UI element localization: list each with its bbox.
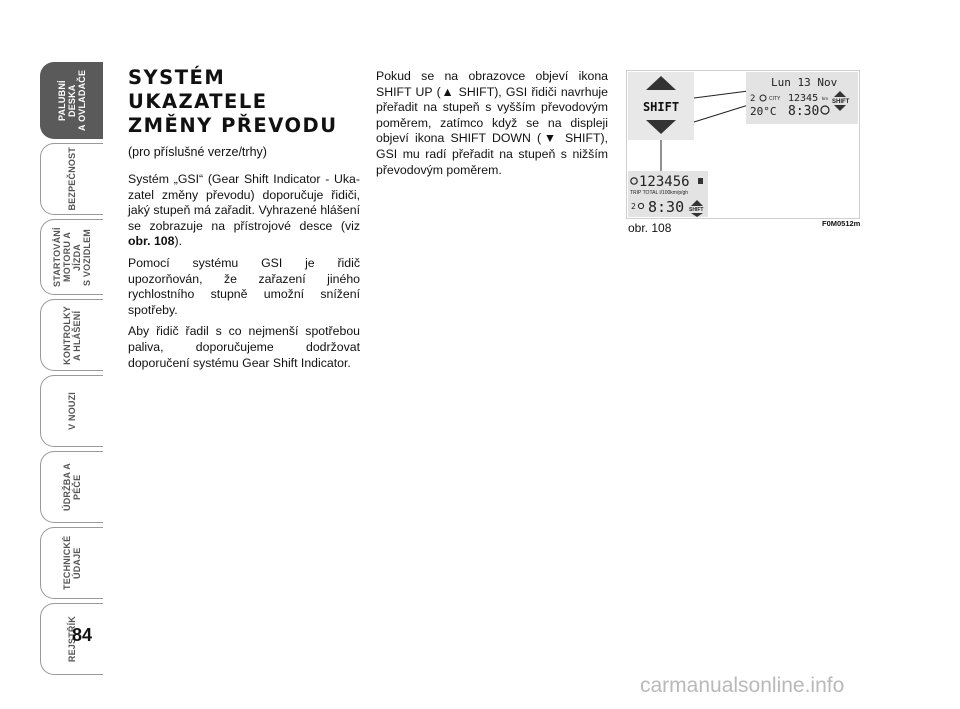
figure-caption: obr. 108: [628, 221, 672, 235]
paragraph-text: SHIFT), GSI mu radí přeřadit na stupeň s nižším převodovým poměrem.: [376, 131, 608, 177]
middle-column: [376, 69, 608, 184]
page-number: 84: [71, 625, 93, 645]
paragraph-info: Pomocí systému GSI je řidič upozorňován, že zařazení jiného rychlostního stupně umožní snížení spotřeby.: [128, 255, 360, 317]
lower-display-gear-position: 2: [631, 202, 636, 211]
display-temperature: 20°C: [750, 105, 777, 118]
tab-label: STARTOVÁNÍ MOTORU A JÍZDA S VOZIDLEM: [52, 227, 92, 287]
figure-reference: obr. 108: [128, 234, 175, 249]
paragraph-shift-explanation: [376, 69, 608, 178]
shift-down-icon: ▼: [541, 131, 559, 146]
tab-label: PALUBNÍ DESKA A OVLADAČE: [57, 69, 87, 132]
display-date: Lun 13 Nov: [771, 76, 838, 89]
fuel-icon: [698, 178, 703, 184]
tab-label: REJSTŘÍK: [67, 615, 77, 663]
tab-label: BEZPEČNOST: [67, 147, 77, 211]
chapter-tabs: [40, 62, 105, 679]
gear-shift-display-figure: [626, 70, 860, 230]
paragraph-advice: Aby řidič řadil s co nejmenší spotřebou paliva, doporučujeme dodržovat doporučení systému Gear Shift Indicator.: [128, 324, 360, 370]
paragraph-text: Systém „GSI“ (Gear Shift Indicator - Ukazatel změny převodu) doporučuje řidiči, jaký stupeň má zařadit. Vyhrazené hlášení se zobrazuje na přístrojové desce (viz: [128, 172, 360, 233]
lower-display-time: 8:30: [648, 198, 685, 216]
tab-label: V NOUZI: [67, 392, 77, 430]
tab-label: ÚDRŽBA A PÉČE: [62, 463, 82, 511]
callout-shift-label: SHIFT: [642, 100, 680, 114]
display-time: 8:30: [788, 104, 820, 119]
tab-bezpecnost[interactable]: [40, 143, 103, 215]
watermark: carmanualsonline.info: [640, 674, 845, 697]
display-odometer-unit: km: [822, 96, 828, 101]
left-column: [128, 66, 360, 377]
lower-display-shift-label: SHIFT: [689, 207, 704, 213]
tab-v-nouzi[interactable]: [40, 375, 103, 447]
tab-udrzba[interactable]: [40, 451, 103, 523]
trip-labels: TRIP TOTAL l/100km/p/gh: [630, 190, 689, 196]
display-gear-position: 2: [750, 94, 756, 104]
display-shift-label: SHIFT: [832, 99, 850, 105]
paragraph-text: SHIFT), GSI řidiči navrhuje přeřadit na stupeň s vyšším převodovým poměrem, zatímco když se na displeji objeví ikona SHIFT DOWN (: [376, 84, 608, 146]
tab-startovani[interactable]: [40, 219, 103, 295]
display-city-label: CITY: [769, 96, 781, 102]
tab-kontrolky[interactable]: [40, 299, 103, 371]
tab-label: TECHNICKÉ ÚDAJE: [62, 535, 82, 591]
shift-up-icon: ▲: [440, 84, 455, 99]
display-odometer: 12345: [788, 93, 819, 104]
figure-code: F0M0512m: [822, 219, 861, 228]
tab-palubni-deska[interactable]: [40, 62, 103, 139]
paragraph-text: Pokud se na obrazovce objeví ikona SHIFT UP (: [376, 69, 608, 99]
tab-technicke-udaje[interactable]: [40, 527, 103, 599]
paragraph-intro: [128, 172, 360, 250]
lower-display-odometer: 123456: [639, 174, 690, 190]
section-title: SYSTÉM UKAZATELE ZMĚNY PŘEVODU: [128, 66, 338, 137]
section-subtitle: (pro příslušné verze/trhy): [128, 145, 267, 159]
paragraph-text: ).: [174, 234, 182, 249]
tab-label: KONTROLKY A HLÁŠENÍ: [62, 305, 82, 365]
